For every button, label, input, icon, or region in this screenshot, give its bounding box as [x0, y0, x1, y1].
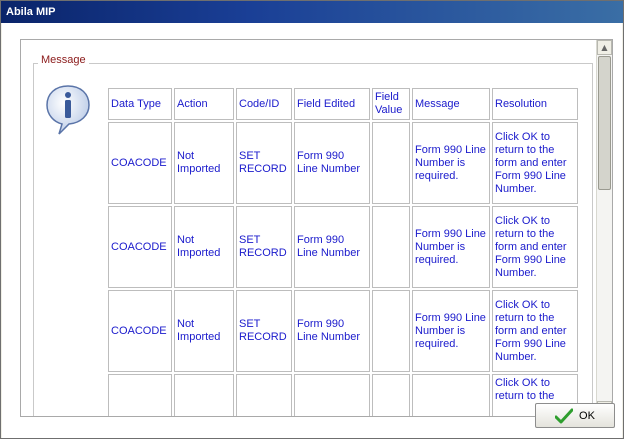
info-speech-bubble-icon [45, 84, 91, 136]
message-cell [412, 374, 490, 417]
action-cell: Not Imported [174, 206, 234, 288]
dialog-client-area [2, 23, 622, 438]
field-value-cell [372, 206, 410, 288]
message-cell: Form 990 Line Number is required. [412, 290, 490, 372]
field-edited-cell: Form 990 Line Number [294, 122, 370, 204]
action-cell [174, 374, 234, 417]
column-header: Message [412, 88, 490, 120]
scroll-up-arrow-icon[interactable]: ▲ [597, 40, 612, 55]
table-row [108, 374, 578, 417]
field-edited-cell: Form 990 Line Number [294, 290, 370, 372]
column-header: Data Type [108, 88, 172, 120]
resolution-cell: Click OK to return to the [492, 374, 578, 417]
message-table [106, 86, 580, 417]
data-type-cell: COACODE [108, 122, 172, 204]
scrollbar-thumb[interactable] [598, 56, 611, 190]
data-type-cell: COACODE [108, 290, 172, 372]
column-header: Field Value [372, 88, 410, 120]
green-check-icon [555, 408, 573, 424]
vertical-scrollbar[interactable] [596, 40, 612, 416]
data-type-cell: COACODE [108, 206, 172, 288]
column-header: Action [174, 88, 234, 120]
ok-button[interactable] [535, 403, 615, 428]
table-header-row [108, 88, 578, 120]
resolution-cell: Click OK to return to the form and enter Form 990 Line Number. [492, 290, 578, 372]
data-type-cell [108, 374, 172, 417]
table-row [108, 290, 578, 372]
code-id-cell: SET RECORD [236, 122, 292, 204]
code-id-cell [236, 374, 292, 417]
column-header: Field Edited [294, 88, 370, 120]
column-header: Code/ID [236, 88, 292, 120]
table-row [108, 206, 578, 288]
code-id-cell: SET RECORD [236, 206, 292, 288]
action-cell: Not Imported [174, 122, 234, 204]
code-id-cell: SET RECORD [236, 290, 292, 372]
message-cell: Form 990 Line Number is required. [412, 206, 490, 288]
message-cell: Form 990 Line Number is required. [412, 122, 490, 204]
field-edited-cell [294, 374, 370, 417]
field-value-cell [372, 290, 410, 372]
resolution-cell: Click OK to return to the form and enter Form 990 Line Number. [492, 122, 578, 204]
message-scroll-pane[interactable] [20, 39, 613, 417]
resolution-cell: Click OK to return to the form and enter Form 990 Line Number. [492, 206, 578, 288]
window-title: Abila MIP [1, 1, 623, 23]
field-edited-cell: Form 990 Line Number [294, 206, 370, 288]
action-cell: Not Imported [174, 290, 234, 372]
message-group-legend: Message [38, 54, 89, 66]
table-row [108, 122, 578, 204]
ok-button-label: OK [579, 409, 595, 422]
field-value-cell [372, 122, 410, 204]
field-value-cell [372, 374, 410, 417]
column-header: Resolution [492, 88, 578, 120]
